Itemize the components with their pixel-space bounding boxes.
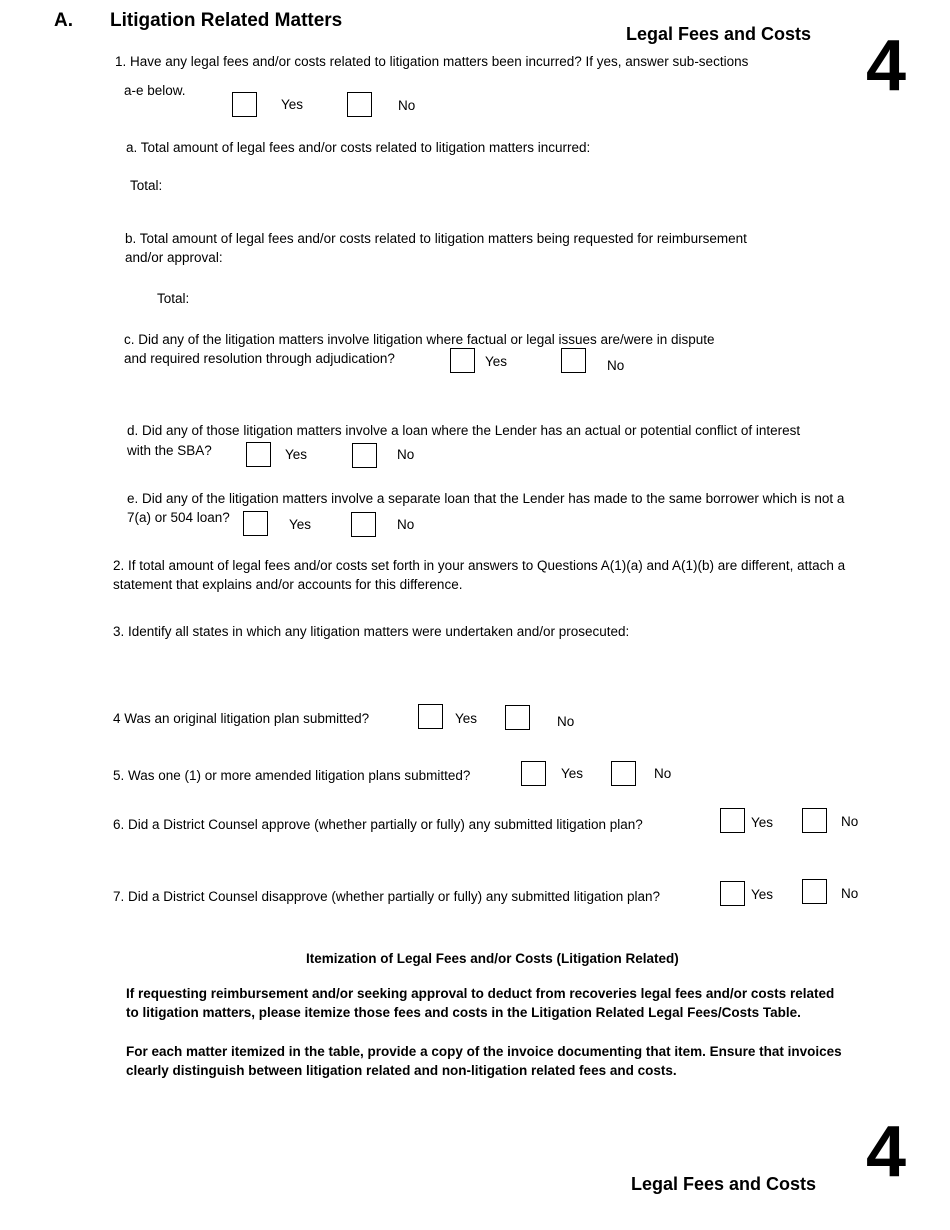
q1b-total-label: Total: [157, 291, 190, 306]
q1d-yes-label: Yes [285, 447, 308, 462]
q1c-text-line2: and required resolution through adjudication? [124, 351, 395, 366]
q1e-no-checkbox[interactable] [351, 512, 376, 537]
q7-no-label: No [841, 886, 859, 901]
q1e-text-line1: e. Did any of the litigation matters involve a separate loan that the Lender has made to the same borrower which is not a [127, 491, 845, 506]
q3-text: 3. Identify all states in which any litigation matters were undertaken and/or prosecuted: [113, 624, 630, 639]
q1c-yes-checkbox[interactable] [450, 348, 475, 373]
q7-yes-checkbox[interactable] [720, 881, 745, 906]
itemization-para1-line1: If requesting reimbursement and/or seeking approval to deduct from recoveries legal fees and/or costs related [126, 986, 835, 1001]
itemization-para2-line1: For each matter itemized in the table, provide a copy of the invoice documenting that item. Ensure that invoices [126, 1044, 842, 1059]
q1d-no-label: No [397, 447, 415, 462]
q4-yes-label: Yes [455, 711, 478, 726]
q7-text: 7. Did a District Counsel disapprove (whether partially or fully) any submitted litigation plan? [113, 889, 661, 904]
footer-title: Legal Fees and Costs [631, 1174, 817, 1194]
q4-yes-checkbox[interactable] [418, 704, 443, 729]
q4-text: 4 Was an original litigation plan submitted? [113, 711, 370, 726]
q4-no-checkbox[interactable] [505, 705, 530, 730]
section-title: Litigation Related Matters [110, 10, 343, 31]
itemization-heading: Itemization of Legal Fees and/or Costs (Litigation Related) [306, 951, 679, 966]
q2-text-line2: statement that explains and/or accounts for this difference. [113, 577, 463, 592]
q6-yes-checkbox[interactable] [720, 808, 745, 833]
q1-yes-label: Yes [281, 97, 304, 112]
q1-text-line2: a-e below. [124, 83, 186, 98]
q1d-yes-checkbox[interactable] [246, 442, 271, 467]
q1a-text: a. Total amount of legal fees and/or costs related to litigation matters incurred: [126, 140, 591, 155]
q1c-no-checkbox[interactable] [561, 348, 586, 373]
q4-no-label: No [557, 714, 575, 729]
q6-no-label: No [841, 814, 859, 829]
q1-text-line1: 1. Have any legal fees and/or costs related to litigation matters been incurred? If yes, answer sub-sections [115, 54, 749, 69]
q6-text: 6. Did a District Counsel approve (whether partially or fully) any submitted litigation plan? [113, 817, 643, 832]
q1-no-checkbox[interactable] [347, 92, 372, 117]
itemization-para1-line2: to litigation matters, please itemize those fees and costs in the Litigation Related Legal Fees/Costs Table. [126, 1005, 801, 1020]
header-page-number: 4 [866, 26, 907, 106]
footer-page-number: 4 [866, 1112, 907, 1192]
section-letter: A. [54, 10, 73, 31]
q5-yes-label: Yes [561, 766, 584, 781]
q1b-text-line2: and/or approval: [125, 250, 223, 265]
q1e-no-label: No [397, 517, 415, 532]
q1-yes-checkbox[interactable] [232, 92, 257, 117]
q6-no-checkbox[interactable] [802, 808, 827, 833]
q1b-text-line1: b. Total amount of legal fees and/or costs related to litigation matters being requested for reimbursement [125, 231, 747, 246]
q5-no-label: No [654, 766, 672, 781]
q1e-yes-checkbox[interactable] [243, 511, 268, 536]
q6-yes-label: Yes [751, 815, 774, 830]
itemization-para2-line2: clearly distinguish between litigation related and non-litigation related fees and costs. [126, 1063, 677, 1078]
header-title: Legal Fees and Costs [626, 24, 812, 44]
q1a-total-label: Total: [130, 178, 163, 193]
q1c-text-line1: c. Did any of the litigation matters involve litigation where factual or legal issues are/were in dispute [124, 332, 715, 347]
q7-yes-label: Yes [751, 887, 774, 902]
q1c-yes-label: Yes [485, 354, 508, 369]
q5-text: 5. Was one (1) or more amended litigation plans submitted? [113, 768, 471, 783]
q1-no-label: No [398, 98, 416, 113]
q1e-text-line2: 7(a) or 504 loan? [127, 510, 230, 525]
q1e-yes-label: Yes [289, 517, 312, 532]
q5-yes-checkbox[interactable] [521, 761, 546, 786]
q5-no-checkbox[interactable] [611, 761, 636, 786]
q2-text-line1: 2. If total amount of legal fees and/or costs set forth in your answers to Questions A(1)(a) and A(1)(b) are different, attach a [113, 558, 846, 573]
q1c-no-label: No [607, 358, 625, 373]
q1d-text-line1: d. Did any of those litigation matters involve a loan where the Lender has an actual or potential conflict of interest [127, 423, 801, 438]
q1d-no-checkbox[interactable] [352, 443, 377, 468]
q1d-text-line2: with the SBA? [127, 443, 212, 458]
q7-no-checkbox[interactable] [802, 879, 827, 904]
